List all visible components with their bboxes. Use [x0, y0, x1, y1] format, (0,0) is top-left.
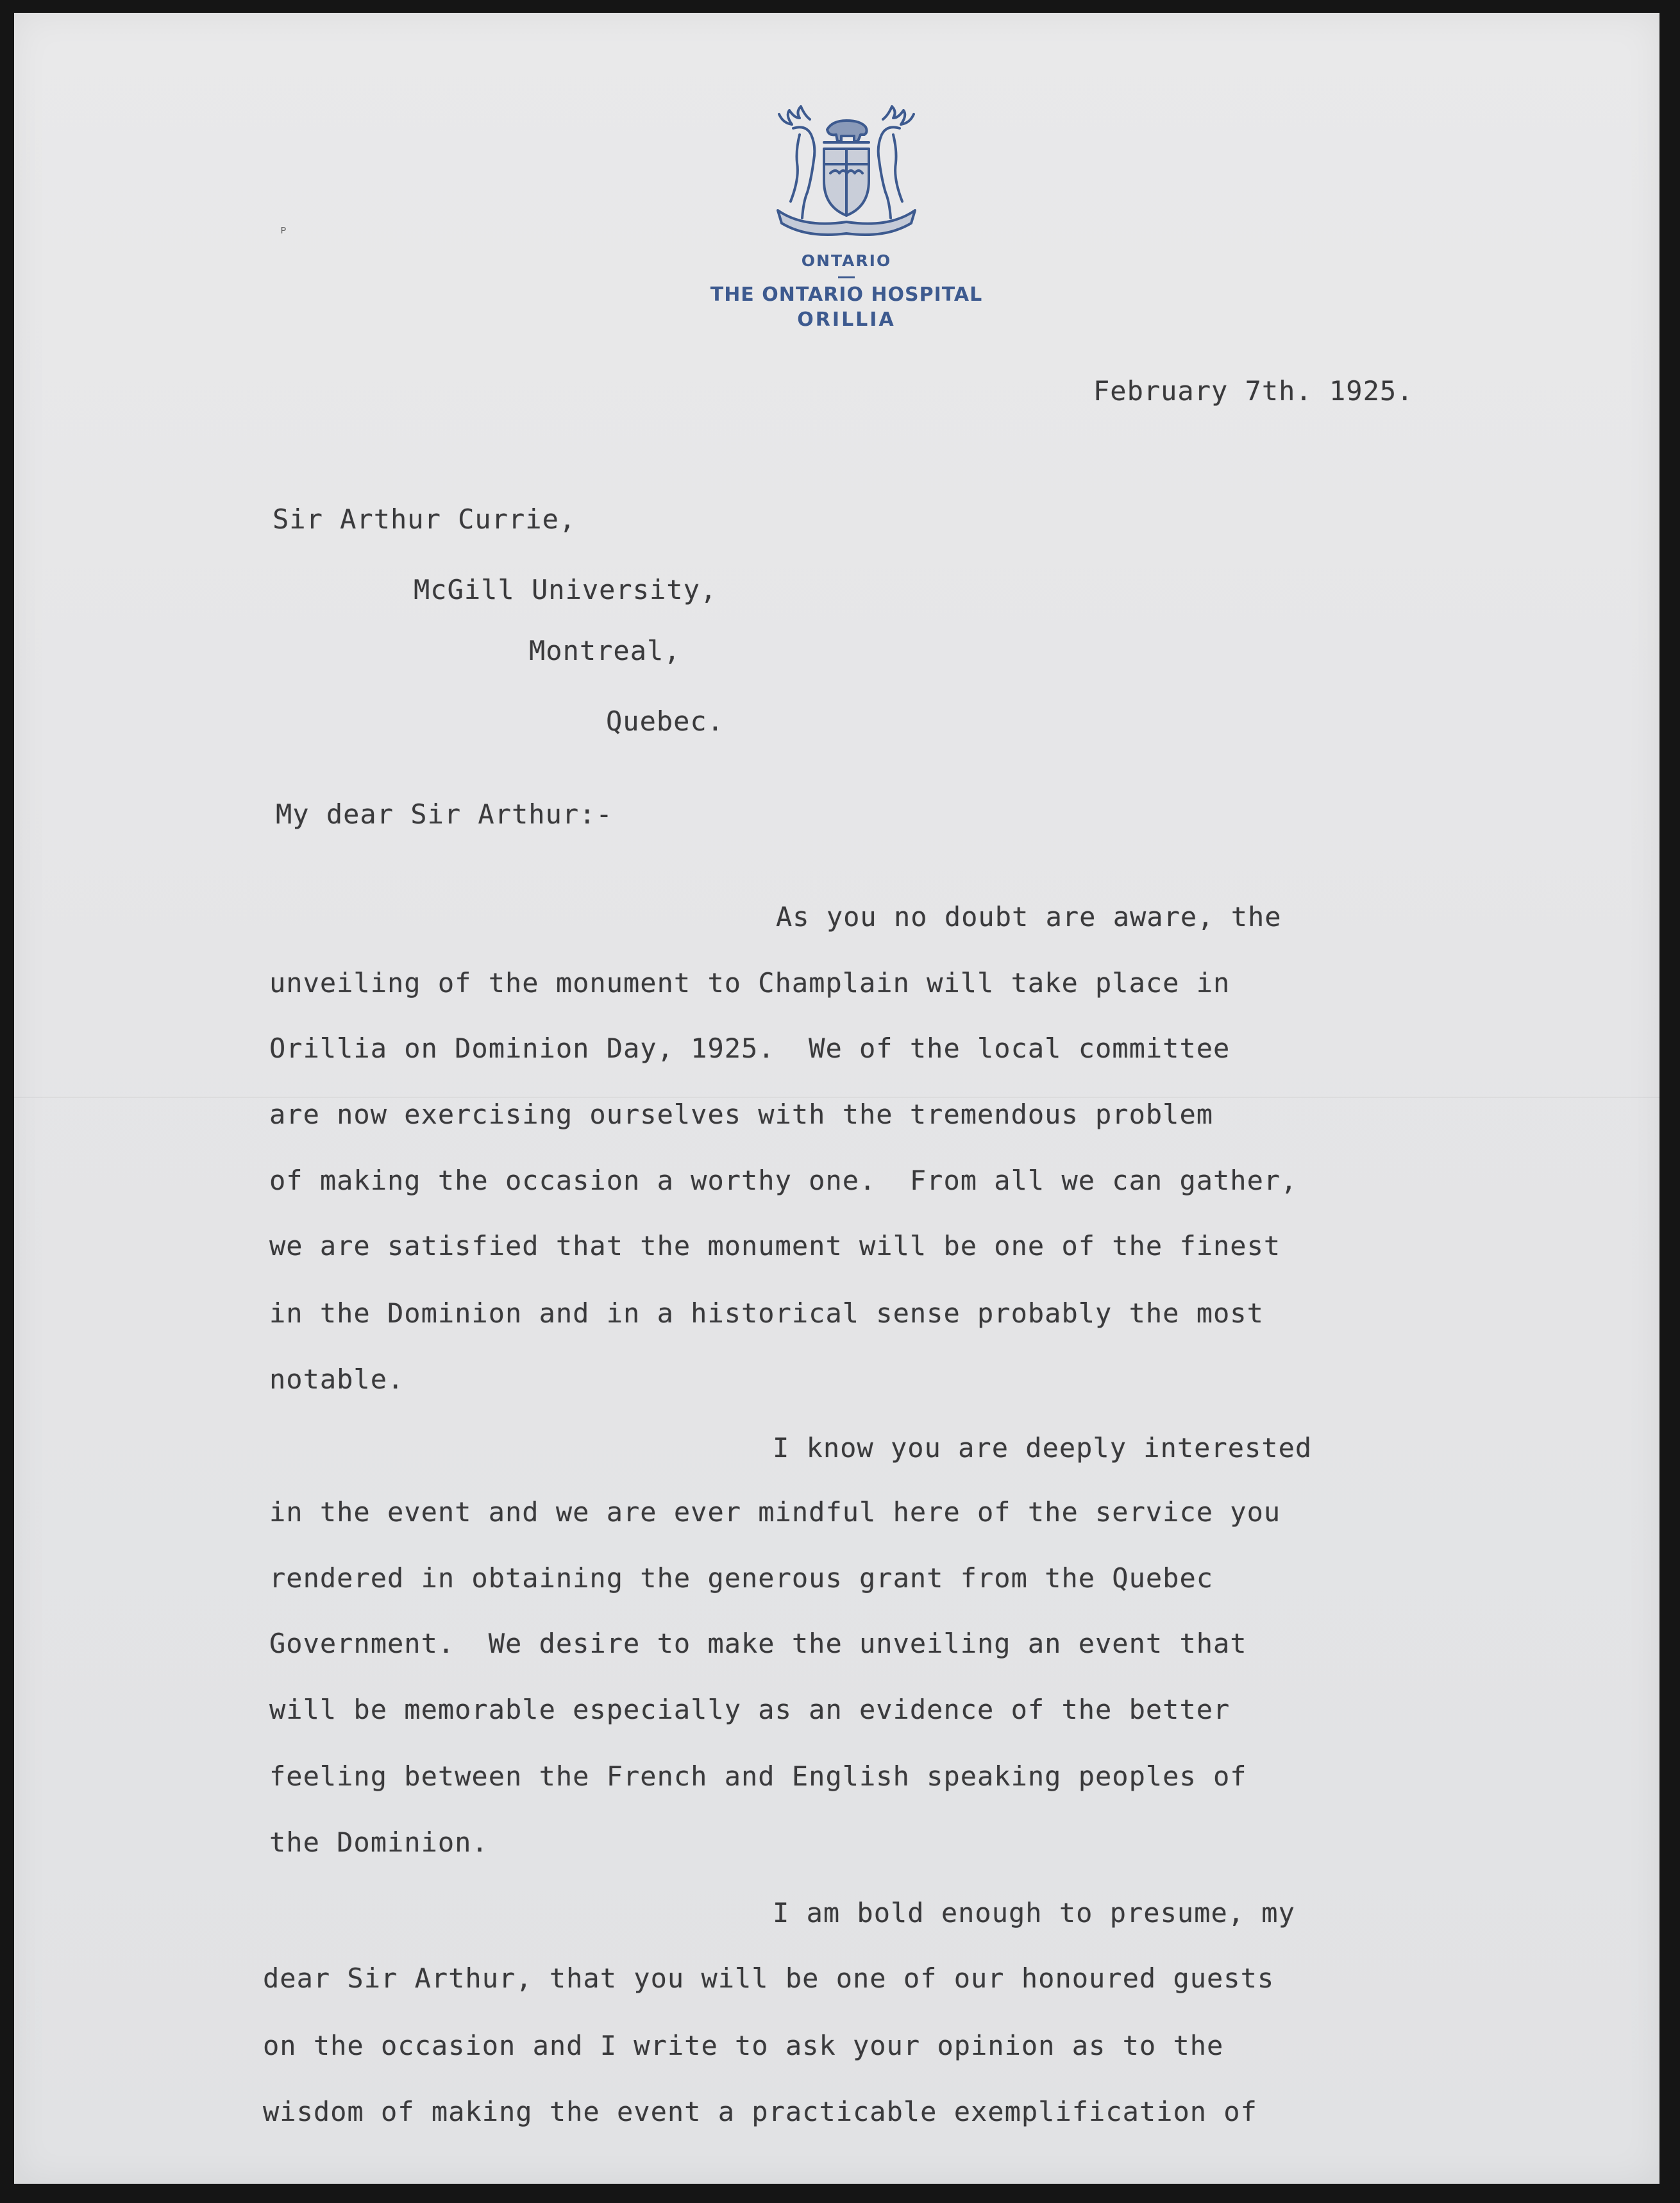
address-line-city: Montreal,: [529, 635, 681, 666]
paper-mark: ᴾ: [279, 224, 289, 242]
body-line: I know you are deeply interested: [773, 1432, 1313, 1464]
body-line: Government. We desire to make the unveiling an event that: [269, 1628, 1247, 1659]
body-line: dear Sir Arthur, that you will be one of our honoured guests: [263, 1962, 1275, 1994]
address-line-name: Sir Arthur Currie,: [273, 503, 576, 535]
ontario-coat-of-arms-icon: [766, 103, 927, 244]
body-line: of making the occasion a worthy one. From all we can gather,: [269, 1165, 1298, 1196]
address-line-university: McGill University,: [414, 574, 718, 605]
letterhead-city: ORILLIA: [797, 308, 896, 331]
body-line: in the event and we are ever mindful here of the service you: [269, 1496, 1281, 1528]
letterhead-province: ONTARIO: [801, 251, 892, 270]
letterhead-institution: THE ONTARIO HOSPITAL: [710, 283, 983, 306]
body-line: the Dominion.: [269, 1827, 489, 1858]
body-line: will be memorable especially as an evidence of the better: [269, 1694, 1231, 1725]
body-line: unveiling of the monument to Champlain will take place in: [269, 967, 1231, 999]
letterhead-divider: [838, 276, 855, 278]
body-line: feeling between the French and English speaking peoples of: [269, 1760, 1247, 1792]
body-line: Orillia on Dominion Day, 1925. We of the local committee: [269, 1033, 1231, 1064]
salutation: My dear Sir Arthur:-: [276, 798, 613, 830]
paper-fold: [14, 1097, 1659, 1098]
body-line: notable.: [269, 1363, 405, 1395]
body-line: rendered in obtaining the generous grant from the Quebec: [269, 1562, 1214, 1594]
body-line: on the occasion and I write to ask your opinion as to the: [263, 2030, 1224, 2061]
body-line: wisdom of making the event a practicable exemplification of: [263, 2096, 1257, 2127]
body-line: in the Dominion and in a historical sense probably the most: [269, 1297, 1264, 1329]
body-line: are now exercising ourselves with the tremendous problem: [269, 1099, 1214, 1130]
body-line: As you no doubt are aware, the: [776, 901, 1282, 933]
body-line: I am bold enough to presume, my: [773, 1897, 1295, 1929]
address-line-province: Quebec.: [606, 705, 725, 737]
body-line: we are satisfied that the monument will be one of the finest: [269, 1230, 1281, 1262]
letter-date: February 7th. 1925.: [1093, 375, 1414, 407]
letterhead: [667, 103, 1026, 331]
